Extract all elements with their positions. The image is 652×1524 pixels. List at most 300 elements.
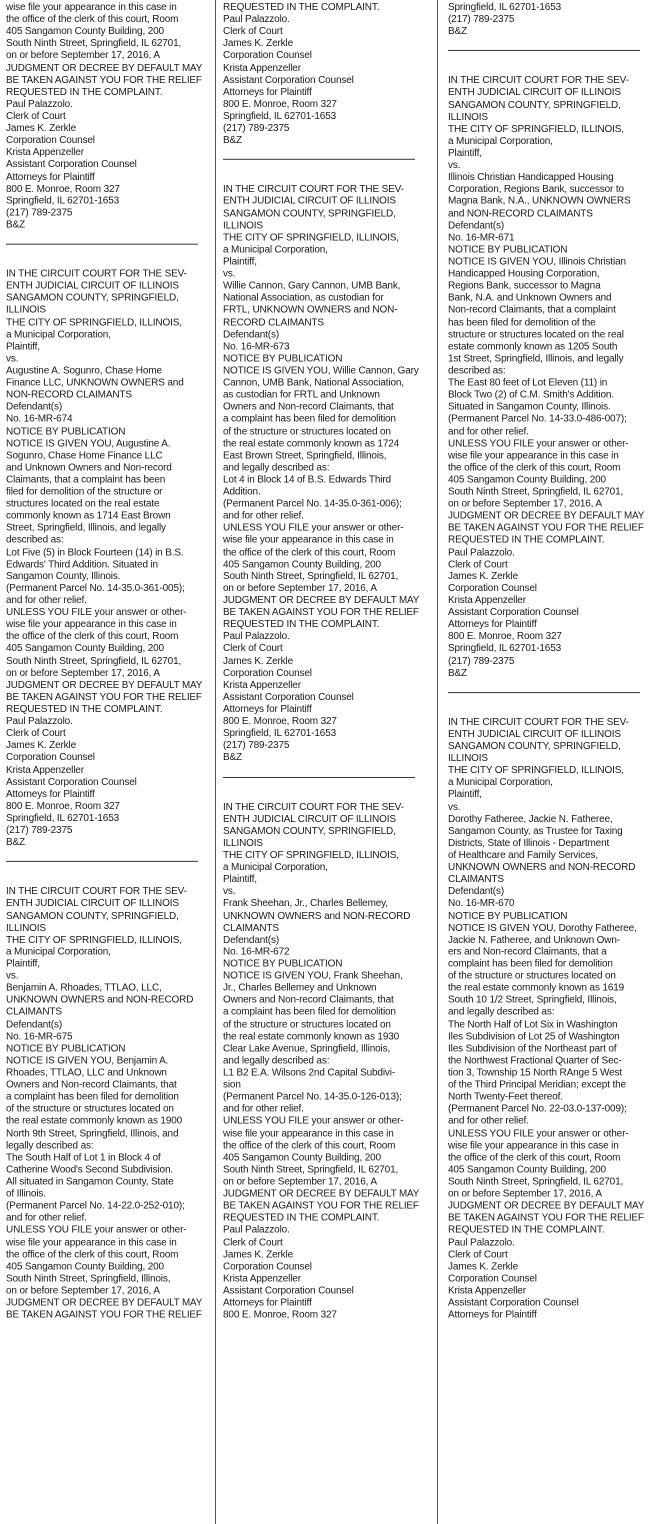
notice-line: Owners and Non-record Claimants, that [223, 401, 394, 413]
notice-line: No. 16-MR-675 [6, 1031, 73, 1043]
notice-line: (Permanent Parcel No. 14-35.0-126-013); [223, 1091, 402, 1103]
notice-line: ILLINOIS [223, 220, 263, 232]
notice-line: BE TAKEN AGAINST YOU FOR THE RELIEF [223, 607, 419, 619]
notice-line: South Ninth Street, Springfield, Illinois, [6, 1273, 171, 1285]
notice-line: FRTL, UNKNOWN OWNERS and NON- [223, 305, 398, 316]
notice-line: wise file your appearance in this case in [223, 1128, 394, 1140]
notice-line: vs. [448, 801, 461, 813]
notice-line: South Ninth Street, Springfield, IL 62701, [223, 571, 399, 583]
notice-line: Defendant(s) [223, 329, 280, 341]
notice-line: Paul Palazzolo. [448, 546, 515, 558]
notice-line: REQUESTED IN THE COMPLAINT. [223, 619, 380, 631]
notice-line: Street, Springfield, Illinois, and legally [6, 522, 166, 534]
notice-line: Krista Appenzeller [6, 764, 84, 776]
notice-line: Assistant Corporation Counsel [223, 74, 354, 86]
notice-line: 405 Sangamon County Building, 200 [6, 1261, 164, 1273]
notice-line: B&Z [448, 26, 467, 38]
notice-line: Clerk of Court [223, 1236, 283, 1248]
notice-line: and NON-RECORD CLAIMANTS [448, 208, 593, 220]
notice-line: 1st Street, Springfield, Illinois, and legally [448, 353, 624, 365]
notice-line: Krista Appenzeller [223, 1273, 301, 1285]
notice-line: Magna Bank, N.A., UNKNOWN OWNERS [448, 196, 631, 208]
notice-line: a Municipal Corporation, [6, 329, 111, 341]
notice-line: on or before September 17, 2016, A [6, 50, 160, 62]
notice-line: Paul Palazzolo. [223, 1224, 290, 1236]
notice-line: filed for demolition of the structure or [6, 486, 163, 498]
notice-line: and for other relief. [6, 1212, 87, 1224]
notice-line: Paul Palazzolo. [6, 716, 73, 728]
notice-line: Sogunro, Chase Home Finance LLC [6, 450, 163, 462]
notice-line: of the Third Principal Meridian; except the [448, 1079, 626, 1091]
notice-line: of Healthcare and Family Services, [448, 849, 598, 861]
notice-line: a Municipal Corporation, [223, 244, 328, 256]
notice-line: BE TAKEN AGAINST YOU FOR THE RELIEF [6, 691, 202, 703]
notice-line: Assistant Corporation Counsel [448, 1297, 579, 1309]
notice-line: Catherine Wood's Second Subdivision. [6, 1164, 173, 1176]
notice-line: UNKNOWN OWNERS and NON-RECORD [223, 910, 411, 922]
column-3 [448, 2, 644, 1522]
notice-line: Corporation Counsel [223, 667, 312, 679]
notice-line: JUDGMENT OR DECREE BY DEFAULT MAY [448, 1200, 644, 1212]
notice-line: BE TAKEN AGAINST YOU FOR THE RELIEF [448, 522, 644, 534]
notice-line: East Brown Street, Springfield, Illinois, [223, 450, 387, 462]
notice-line: SANGAMON COUNTY, SPRINGFIELD, [223, 208, 396, 220]
notice-line: Lot 4 in Block 14 of B.S. Edwards Third [223, 474, 391, 486]
notice-line: The East 80 feet of Lot Eleven (11) in [448, 377, 608, 389]
notice-separator [223, 159, 415, 160]
notice-line: IN THE CIRCUIT COURT FOR THE SEV- [6, 268, 187, 280]
notice-line: Clerk of Court [223, 26, 283, 38]
notice-line: ers and Non-record Claimants, that a [448, 946, 607, 958]
notice-line: Willie Cannon, Gary Cannon, UMB Bank, [223, 280, 401, 292]
notice-line: ENTH JUDICIAL CIRCUIT OF ILLINOIS [6, 280, 179, 292]
notice-line: Clerk of Court [6, 110, 66, 122]
notice-line: (217) 789-2375 [6, 825, 73, 837]
notice-line: JUDGMENT OR DECREE BY DEFAULT MAY [6, 1297, 202, 1309]
notice-line: Owners and Non-record Claimants, that [6, 1079, 177, 1091]
legal-notice [448, 75, 644, 680]
notice-line: REQUESTED IN THE COMPLAINT. [6, 86, 163, 98]
notice-line: ENTH JUDICIAL CIRCUIT OF ILLINOIS [6, 898, 179, 910]
notice-line: Krista Appenzeller [448, 1285, 526, 1297]
notice-line: 800 E. Monroe, Room 327 [223, 1309, 337, 1321]
notice-line: Clerk of Court [6, 728, 66, 740]
notice-line: NOTICE IS GIVEN YOU, Willie Cannon, Gary [223, 365, 419, 377]
notice-line: Defendant(s) [448, 886, 505, 898]
notice-line: the Northwest Fractional Quarter of Sec- [448, 1055, 622, 1067]
notice-line: BE TAKEN AGAINST YOU FOR THE RELIEF [448, 1212, 644, 1224]
notice-line: Iles Subdivision of Lot 25 of Washington [448, 1031, 620, 1043]
notice-line: Bank, N.A. and Unknown Owners and [448, 292, 612, 304]
notice-line: UNLESS YOU FILE your answer or other- [223, 522, 404, 534]
notice-line: B&Z [223, 752, 242, 764]
notice-line: and legally described as: [223, 462, 330, 474]
notice-line: Plaintiff, [448, 789, 482, 801]
notice-line: Plaintiff, [223, 874, 257, 886]
notice-line: SANGAMON COUNTY, SPRINGFIELD, [223, 825, 396, 837]
notice-line: ILLINOIS [448, 111, 488, 123]
notice-line: REQUESTED IN THE COMPLAINT. [223, 2, 380, 13]
notice-line: James K. Zerkle [223, 655, 293, 667]
notice-line: wise file your appearance in this case in [6, 619, 177, 631]
notice-line: Plaintiff, [6, 341, 40, 353]
legal-notice [6, 2, 202, 232]
notice-line: Paul Palazzolo. [448, 1236, 515, 1248]
notice-line: 800 E. Monroe, Room 327 [223, 98, 337, 110]
notice-line: estate commonly known as 1205 South [448, 341, 618, 353]
notice-line: Assistant Corporation Counsel [223, 1285, 354, 1297]
column-divider [215, 0, 216, 1524]
notice-line: Paul Palazzolo. [223, 14, 290, 26]
notice-line: IN THE CIRCUIT COURT FOR THE SEV- [448, 75, 629, 87]
notice-line: Sangamon County, as Trustee for Taxing [448, 825, 623, 837]
notice-line: SANGAMON COUNTY, SPRINGFIELD, [6, 292, 179, 304]
notice-line: 405 Sangamon County Building, 200 [448, 474, 606, 486]
notice-line: Jackie N. Fatheree, and Unknown Own- [448, 934, 620, 946]
notice-line: Attorneys for Plaintiff [6, 788, 95, 800]
notice-line: James K. Zerkle [6, 740, 76, 752]
notice-line: ENTH JUDICIAL CIRCUIT OF ILLINOIS [223, 813, 396, 825]
notice-line: No. 16-MR-673 [223, 341, 290, 353]
notice-line: wise file your appearance in this case in [223, 534, 394, 546]
notice-line: Springfield, IL 62701-1653 [223, 728, 337, 740]
notice-line: BE TAKEN AGAINST YOU FOR THE RELIEF [6, 74, 202, 86]
notice-line: NON-RECORD CLAIMANTS [6, 389, 132, 401]
notice-line: on or before September 17, 2016, A [6, 1285, 160, 1297]
notice-line: REQUESTED IN THE COMPLAINT. [448, 1224, 605, 1236]
notice-line: Assistant Corporation Counsel [6, 776, 137, 788]
notice-line: THE CITY OF SPRINGFIELD, ILLINOIS, [6, 317, 182, 329]
notice-line: Assistant Corporation Counsel [223, 691, 354, 703]
notice-line: NOTICE IS GIVEN YOU, Illinois Christian [448, 256, 626, 268]
notice-line: Plaintiff, [223, 256, 257, 268]
notice-line: UNLESS YOU FILE your answer or other- [223, 1115, 404, 1127]
notice-line: vs. [223, 268, 236, 280]
notice-line: on or before September 17, 2016, A [448, 498, 602, 510]
legal-notice [6, 886, 202, 1321]
notice-line: Springfield, IL 62701-1653 [6, 812, 120, 824]
notice-separator [6, 861, 198, 862]
notice-line: wise file your appearance in this case in [448, 1140, 619, 1152]
notice-line: Paul Palazzolo. [6, 98, 73, 110]
notice-line: Dorothy Fatheree, Jackie N. Fatheree, [448, 813, 613, 825]
notice-line: Corporation Counsel [6, 135, 95, 147]
notice-line: The South Half of Lot 1 in Block 4 of [6, 1152, 161, 1164]
notice-line: (Permanent Parcel No. 14-35.0-361-006); [223, 498, 402, 510]
notice-line: (Permanent Parcel No. 14-35.0-361-005); [6, 583, 185, 595]
notice-line: Edwards' Third Addition. Situated in [6, 558, 158, 570]
notice-line: (217) 789-2375 [448, 14, 515, 26]
notice-line: IN THE CIRCUIT COURT FOR THE SEV- [448, 716, 629, 728]
notice-line: ILLINOIS [223, 837, 263, 849]
notice-line: of Illinois. [6, 1188, 46, 1200]
notice-line: Addition. [223, 486, 261, 498]
notice-line: Situated in Sangamon County, Illinois. [448, 401, 611, 413]
notice-line: a Municipal Corporation, [6, 946, 111, 958]
notice-line: a complaint has been filed for demolition [223, 1007, 396, 1019]
notice-line: and for other relief. [6, 595, 87, 607]
notice-line: and legally described as: [223, 1055, 330, 1067]
notice-line: Sangamon County, Illinois. [6, 571, 121, 583]
notice-line: UNLESS YOU FILE your answer or other- [6, 607, 187, 619]
notice-line: Attorneys for Plaintiff [448, 1309, 537, 1321]
notice-line: UNKNOWN OWNERS and NON-RECORD [448, 861, 636, 873]
notice-line: RECORD CLAIMANTS [223, 317, 324, 329]
legal-notice [223, 184, 419, 764]
notice-line: CLAIMANTS [223, 922, 279, 934]
notice-line: a complaint has been filed for demolition [6, 1091, 179, 1103]
notice-line: Augustine A. Sogunro, Chase Home [6, 365, 162, 377]
notice-line: Plaintiff, [6, 958, 40, 970]
notice-line: Finance LLC, UNKNOWN OWNERS and [6, 377, 184, 389]
legal-notice [448, 2, 644, 38]
notice-line: BE TAKEN AGAINST YOU FOR THE RELIEF [223, 1200, 419, 1212]
notice-line: Clerk of Court [223, 643, 283, 655]
notice-line: ILLINOIS [6, 922, 46, 934]
notice-line: JUDGMENT OR DECREE BY DEFAULT MAY [223, 595, 419, 607]
notice-line: Attorneys for Plaintiff [448, 619, 537, 631]
notice-line: UNLESS YOU FILE your answer or other- [6, 1224, 187, 1236]
legal-notice [223, 802, 419, 1322]
notice-separator [448, 692, 640, 693]
notice-line: the real estate commonly known as 1724 [223, 438, 400, 450]
notice-line: JUDGMENT OR DECREE BY DEFAULT MAY [448, 510, 644, 522]
notice-line: ENTH JUDICIAL CIRCUIT OF ILLINOIS [448, 87, 621, 99]
legal-notice [6, 269, 202, 849]
notice-line: the office of the clerk of this court, Room [223, 546, 396, 558]
notice-line: (217) 789-2375 [448, 655, 515, 667]
notice-line: B&Z [448, 667, 467, 679]
notice-line: 800 E. Monroe, Room 327 [223, 716, 337, 728]
notice-line: vs. [448, 159, 461, 171]
notice-separator [6, 244, 198, 245]
notice-line: on or before September 17, 2016, A [223, 583, 377, 595]
notice-line: and for other relief. [223, 1103, 304, 1115]
notice-line: James K. Zerkle [223, 38, 293, 50]
notice-line: NOTICE IS GIVEN YOU, Frank Sheehan, [223, 970, 403, 982]
notice-line: Defendant(s) [223, 934, 280, 946]
notice-line: of the structure or structures located on [223, 425, 391, 437]
notice-line: REQUESTED IN THE COMPLAINT. [448, 534, 605, 546]
notice-line: the office of the clerk of this court, Room [448, 462, 621, 474]
notice-line: NOTICE BY PUBLICATION [448, 910, 568, 922]
notice-line: 800 E. Monroe, Room 327 [448, 631, 562, 643]
notice-line: UNLESS YOU FILE your answer or other- [448, 438, 629, 450]
notice-line: L1 B2 E.A. Wilsons 2nd Capital Subdivi- [223, 1067, 396, 1079]
notice-line: a complaint has been filed for demolition [223, 413, 396, 425]
notice-line: UNLESS YOU FILE your answer or other- [448, 1128, 629, 1140]
notice-line: and Unknown Owners and Non-record [6, 462, 172, 474]
notice-line: THE CITY OF SPRINGFIELD, ILLINOIS, [448, 765, 624, 777]
notice-line: South Ninth Street, Springfield, IL 62701, [6, 38, 182, 50]
notice-line: James K. Zerkle [6, 122, 76, 134]
notice-line: Springfield, IL 62701-1653 [6, 195, 120, 207]
notice-line: Iles Subdivision of the Northeast part of [448, 1043, 617, 1055]
notice-line: (Permanent Parcel No. 22-03.0-137-009); [448, 1103, 627, 1115]
notice-line: Clerk of Court [448, 1248, 508, 1260]
notice-line: Cannon, UMB Bank, National Association, [223, 377, 404, 389]
notice-line: BE TAKEN AGAINST YOU FOR THE RELIEF [6, 1309, 202, 1321]
notice-line: 405 Sangamon County Building, 200 [223, 1152, 381, 1164]
notice-line: JUDGMENT OR DECREE BY DEFAULT MAY [6, 679, 202, 691]
notice-line: Springfield, IL 62701-1653 [448, 2, 562, 13]
notice-line: THE CITY OF SPRINGFIELD, ILLINOIS, [448, 123, 624, 135]
notice-line: a Municipal Corporation, [448, 135, 553, 147]
notice-line: North 9th Street, Springfield, Illinois, and [6, 1128, 179, 1140]
notice-line: Benjamin A. Rhoades, TTLAO, LLC, [6, 982, 162, 994]
notice-line: Defendant(s) [6, 1019, 63, 1031]
notice-line: the real estate commonly known as 1619 [448, 982, 625, 994]
notice-line: Handicapped Housing Corporation, [448, 268, 600, 280]
notice-line: Assistant Corporation Counsel [6, 159, 137, 171]
notice-line: SANGAMON COUNTY, SPRINGFIELD, [448, 741, 621, 753]
notice-line: Plaintiff, [448, 147, 482, 159]
notice-line: CLAIMANTS [6, 1007, 62, 1019]
notice-line: JUDGMENT OR DECREE BY DEFAULT MAY [223, 1188, 419, 1200]
legal-notice [223, 2, 419, 147]
notice-line: 800 E. Monroe, Room 327 [6, 800, 120, 812]
notice-line: Clear Lake Avenue, Springfield, Illinois, [223, 1043, 391, 1055]
notice-line: Districts, State of Illinois - Department [448, 837, 610, 849]
notice-line: South Ninth Street, Springfield, IL 62701, [448, 486, 624, 498]
notice-line: (217) 789-2375 [223, 122, 290, 134]
notice-line: Corporation Counsel [6, 752, 95, 764]
notice-line: Regions Bank, successor to Magna [448, 280, 601, 292]
notice-line: Non-record Claimants, that a complaint [448, 305, 616, 316]
notice-line: Corporation Counsel [448, 1273, 537, 1285]
notice-line: the real estate commonly known as 1930 [223, 1031, 400, 1043]
notice-line: 405 Sangamon County Building, 200 [6, 26, 164, 38]
notice-line: SANGAMON COUNTY, SPRINGFIELD, [448, 99, 621, 111]
notice-line: Attorneys for Plaintiff [223, 704, 312, 716]
notice-line: vs. [6, 353, 19, 365]
notice-line: structure or structures located on the real [448, 329, 624, 341]
notice-line: NOTICE BY PUBLICATION [223, 958, 343, 970]
column-1 [6, 2, 202, 1522]
notice-line: THE CITY OF SPRINGFIELD, ILLINOIS, [223, 232, 399, 244]
notice-line: NOTICE BY PUBLICATION [6, 425, 126, 437]
notice-line: on or before September 17, 2016, A [223, 1176, 377, 1188]
notice-line: IN THE CIRCUIT COURT FOR THE SEV- [223, 184, 404, 196]
notice-line: Springfield, IL 62701-1653 [223, 110, 337, 122]
notice-line: Attorneys for Plaintiff [223, 1297, 312, 1309]
notice-line: a Municipal Corporation, [448, 777, 553, 789]
notice-line: James K. Zerkle [223, 1248, 293, 1260]
notice-line: No. 16-MR-672 [223, 946, 290, 958]
notice-line: NOTICE BY PUBLICATION [6, 1043, 126, 1055]
notice-line: 405 Sangamon County Building, 200 [448, 1164, 606, 1176]
notice-line: has been filed for demolition of the [448, 317, 596, 329]
notice-line: IN THE CIRCUIT COURT FOR THE SEV- [6, 886, 187, 898]
notice-line: Corporation Counsel [448, 583, 537, 595]
notice-separator [448, 50, 640, 51]
notice-line: IN THE CIRCUIT COURT FOR THE SEV- [223, 801, 404, 813]
notice-line: 800 E. Monroe, Room 327 [6, 183, 120, 195]
notice-line: Corporation, Regions Bank, successor to [448, 184, 624, 196]
notice-line: and for other relief. [223, 510, 304, 522]
notice-line: (Permanent Parcel No. 14-33.0-486-007); [448, 413, 627, 425]
notice-line: ENTH JUDICIAL CIRCUIT OF ILLINOIS [448, 728, 621, 740]
notice-line: Block Two (2) of C.M. Smith's Addition. [448, 389, 614, 401]
notice-line: NOTICE BY PUBLICATION [223, 353, 343, 365]
notice-line: South Ninth Street, Springfield, IL 62701, [223, 1164, 399, 1176]
notice-line: NOTICE IS GIVEN YOU, Augustine A. [6, 438, 171, 450]
notice-line: NOTICE IS GIVEN YOU, Dorothy Fatheree, [448, 922, 637, 934]
notice-line: B&Z [6, 837, 25, 849]
notice-line: NOTICE BY PUBLICATION [448, 244, 568, 256]
notice-line: Corporation Counsel [223, 1261, 312, 1273]
notice-line: Frank Sheehan, Jr., Charles Bellemey, [223, 898, 388, 910]
notice-line: Krista Appenzeller [6, 147, 84, 159]
notice-line: legally described as: [6, 1140, 94, 1152]
notice-line: described as: [448, 365, 506, 377]
legal-notice [448, 717, 644, 1322]
notice-line: Assistant Corporation Counsel [448, 607, 579, 619]
notice-line: Attorneys for Plaintiff [6, 171, 95, 183]
notice-line: National Association, as custodian for [223, 292, 384, 304]
notice-line: on or before September 17, 2016, A [448, 1188, 602, 1200]
notice-line: Krista Appenzeller [448, 595, 526, 607]
notice-line: the office of the clerk of this court, Room [6, 631, 179, 643]
column-2 [223, 2, 419, 1522]
notice-line: a Municipal Corporation, [223, 861, 328, 873]
notice-line: of the structure or structures located on [223, 1019, 391, 1031]
notice-line: REQUESTED IN THE COMPLAINT. [223, 1212, 380, 1224]
notice-line: (217) 789-2375 [6, 207, 73, 219]
notice-line: ENTH JUDICIAL CIRCUIT OF ILLINOIS [223, 196, 396, 208]
notice-line: sion [223, 1079, 241, 1091]
notice-line: The North Half of Lot Six in Washington [448, 1019, 618, 1031]
notice-line: described as: [6, 534, 64, 546]
notice-line: Attorneys for Plaintiff [223, 86, 312, 98]
notice-line: vs. [6, 970, 19, 982]
notice-line: 405 Sangamon County Building, 200 [223, 558, 381, 570]
notice-line: Springfield, IL 62701-1653 [448, 643, 562, 655]
notice-line: Defendant(s) [448, 220, 505, 232]
notice-line: on or before September 17, 2016, A [6, 667, 160, 679]
notice-line: No. 16-MR-670 [448, 898, 515, 910]
notice-line: complaint has been filed for demolition [448, 958, 613, 970]
notice-line: B&Z [6, 219, 25, 231]
notice-line: 405 Sangamon County Building, 200 [6, 643, 164, 655]
notice-line: James K. Zerkle [448, 1261, 518, 1273]
notice-line: Clerk of Court [448, 558, 508, 570]
notice-line: structures located on the real estate [6, 498, 160, 510]
notice-line: ILLINOIS [448, 753, 488, 765]
notice-line: tion 3, Township 15 North RAnge 5 West [448, 1067, 623, 1079]
notice-line: the office of the clerk of this court, Room [6, 14, 179, 26]
notice-line: Defendant(s) [6, 401, 63, 413]
notice-line: James K. Zerkle [448, 571, 518, 583]
notice-line: South 10 1/2 Street, Springfield, Illinois, [448, 995, 617, 1006]
notice-line: Paul Palazzolo. [223, 631, 290, 643]
notice-line: SANGAMON COUNTY, SPRINGFIELD, [6, 910, 179, 922]
notice-line: of the structure or structures located on [448, 970, 616, 982]
notice-line: Krista Appenzeller [223, 62, 301, 74]
notice-line: NOTICE IS GIVEN YOU, Benjamin A. [6, 1055, 169, 1067]
notice-line: Krista Appenzeller [223, 679, 301, 691]
notice-line: B&Z [223, 135, 242, 147]
notice-line: the real estate commonly known as 1900 [6, 1115, 183, 1127]
notice-line: Claimants, that a complaint has been [6, 474, 166, 486]
notice-line: South Ninth Street, Springfield, IL 62701, [6, 655, 182, 667]
notice-line: CLAIMANTS [448, 874, 504, 886]
notice-line: THE CITY OF SPRINGFIELD, ILLINOIS, [223, 849, 399, 861]
notice-line: and for other relief. [448, 1115, 529, 1127]
notice-line: as custodian for FRTL and Unknown [223, 389, 380, 401]
notice-line: wise file your appearance in this case in [6, 1236, 177, 1248]
notice-line: and legally described as: [448, 1007, 555, 1019]
